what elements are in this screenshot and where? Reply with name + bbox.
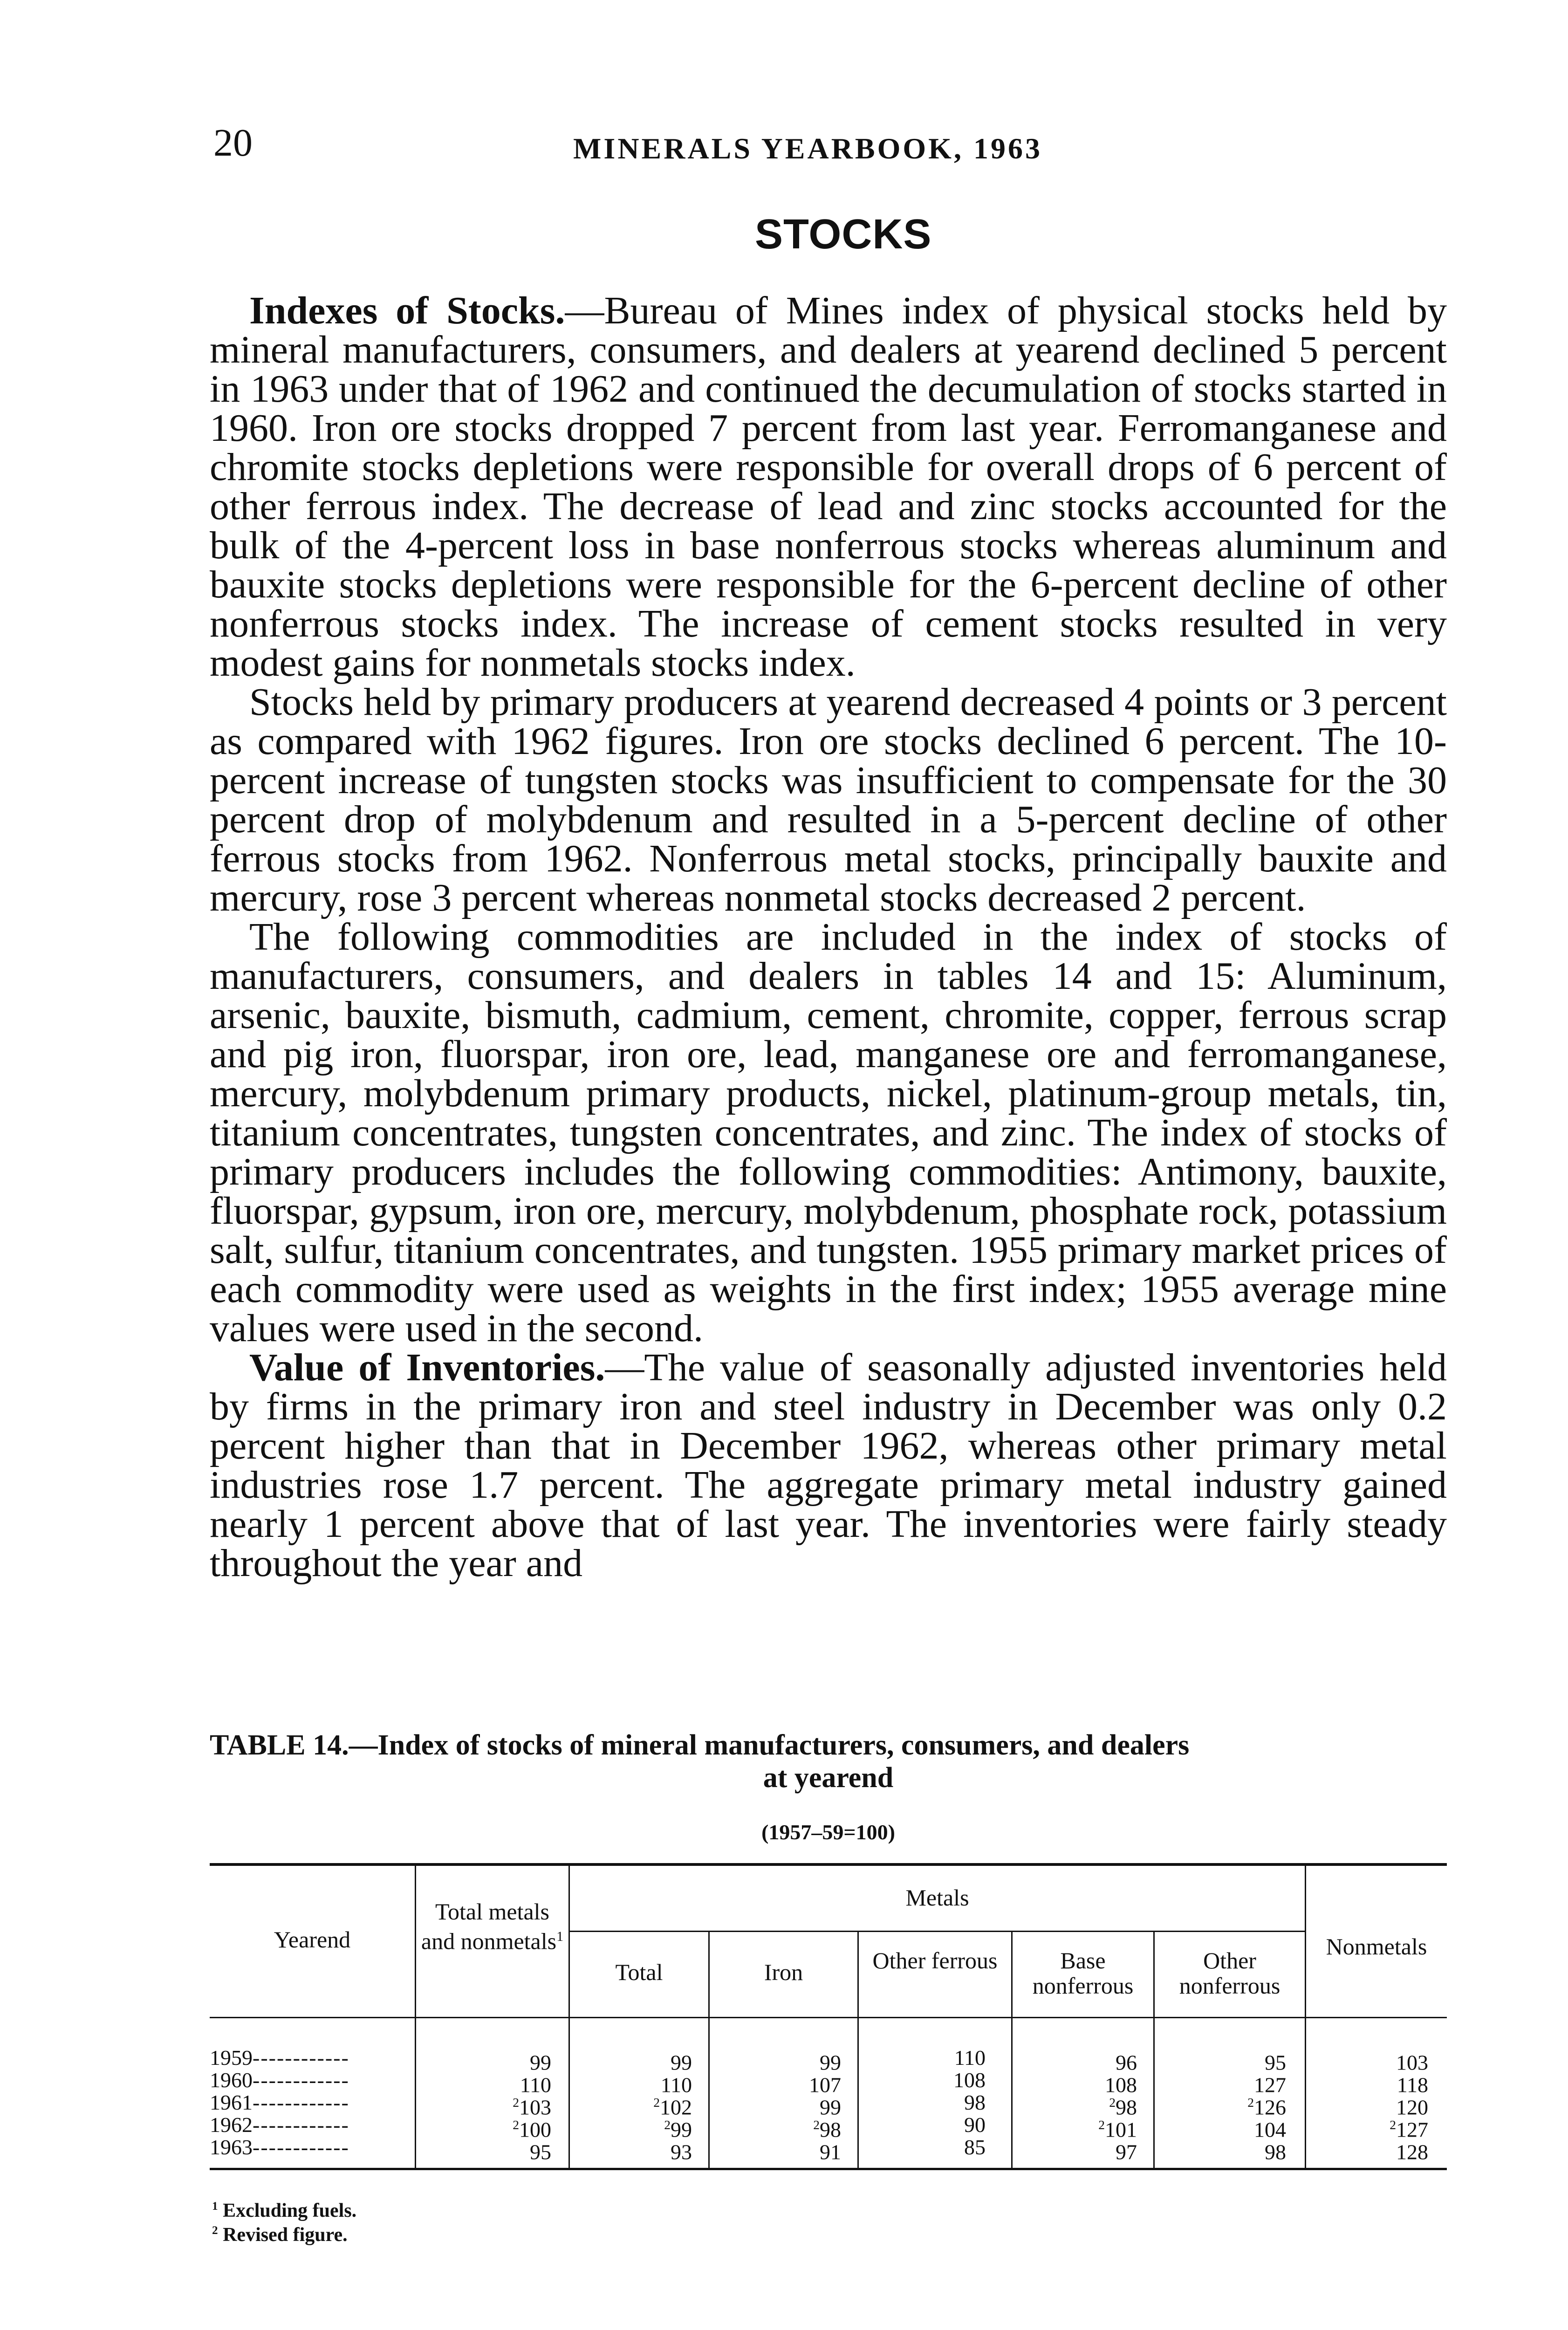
cell-nonmetals: 103 bbox=[1396, 2050, 1428, 2075]
cell-base-nonferrous: $^2$98 bbox=[1109, 2095, 1137, 2119]
paragraph-primary-producers bbox=[210, 680, 1447, 919]
footnote: $^2$ Revised figure. bbox=[212, 2224, 348, 2246]
paragraph-text: —Bureau of Mines index of physical stocks held by mineral manufacturers, consumers, and dealers at yearend declined 5 percent in 1963 under that of 1962 and continued the decumulation of stocks started in 1960. Iron ore stocks dropped 7 percent from last year. Ferromanganese and chromite stocks depletions were responsible for overall drops of 6 percent of other ferrous index. The decrease of lead and zinc stocks accounted for the bulk of the 4-percent loss in base nonferrous stocks whereas aluminum and bauxite stocks depletions were responsible for the 6-percent decline of other nonferrous stocks index. The increase of cement stocks resulted in very modest gains for nonmetals stocks index. bbox=[210, 289, 1447, 685]
cell-iron: $^2$98 bbox=[813, 2118, 841, 2142]
header-other-nonferrous: Other nonferrous bbox=[1179, 1947, 1280, 1999]
table-base-period: (1957–59=100) bbox=[761, 1820, 895, 1844]
cell-metals-total: $^2$102 bbox=[653, 2095, 692, 2119]
cell-total-metals-nonmetals: $^2$103 bbox=[513, 2095, 551, 2119]
cell-nonmetals: $^2$127 bbox=[1390, 2118, 1428, 2142]
section-title: STOCKS bbox=[755, 211, 932, 258]
header-other-ferrous: Other ferrous bbox=[872, 1947, 998, 1974]
cell-nonmetals: 118 bbox=[1397, 2073, 1428, 2097]
row-year: 1963------------ bbox=[210, 2135, 349, 2159]
header-metals: Metals bbox=[905, 1885, 969, 1911]
paragraph-commodities bbox=[210, 915, 1447, 1350]
cell-base-nonferrous: 108 bbox=[1105, 2073, 1137, 2097]
running-title: MINERALS YEARBOOK, 1963 bbox=[573, 132, 1042, 165]
run-in-heading: Value of Inventories. bbox=[249, 1346, 605, 1389]
run-in-heading: Indexes of Stocks. bbox=[249, 289, 565, 332]
header-iron: Iron bbox=[764, 1959, 803, 1985]
cell-metals-total: 93 bbox=[671, 2140, 692, 2164]
row-year: 1959------------ bbox=[210, 2046, 349, 2070]
header-metals-total: Total bbox=[615, 1959, 663, 1985]
cell-base-nonferrous: $^2$101 bbox=[1098, 2118, 1137, 2142]
cell-iron: 99 bbox=[820, 2050, 841, 2075]
cell-other-ferrous: 90 bbox=[964, 2113, 986, 2137]
cell-total-metals-nonmetals: 110 bbox=[520, 2073, 551, 2097]
table-rule-metals bbox=[568, 1931, 1305, 1932]
cell-other-ferrous: 110 bbox=[954, 2046, 986, 2070]
table-rule-top bbox=[210, 1863, 1447, 1866]
cell-other-nonferrous: 95 bbox=[1265, 2050, 1286, 2075]
cell-nonmetals: 128 bbox=[1396, 2140, 1428, 2164]
cell-nonmetals: 120 bbox=[1396, 2095, 1428, 2119]
cell-other-ferrous: 98 bbox=[964, 2090, 986, 2114]
page-number: 20 bbox=[213, 121, 253, 164]
table-rule-bottom bbox=[210, 2168, 1447, 2170]
table-rule-header bbox=[210, 2017, 1447, 2018]
cell-total-metals-nonmetals: $^2$100 bbox=[513, 2118, 551, 2142]
cell-metals-total: 99 bbox=[671, 2050, 692, 2075]
table-caption: TABLE 14.—Index of stocks of mineral manufacturers, consumers, and dealers at yearend bbox=[210, 1729, 1190, 1794]
header-yearend: Yearend bbox=[274, 1926, 351, 1953]
cell-base-nonferrous: 96 bbox=[1116, 2050, 1137, 2075]
body-text bbox=[210, 291, 1447, 1583]
paragraph-inventories bbox=[210, 1348, 1447, 1583]
header-base-nonferrous: Base nonferrous bbox=[1032, 1947, 1134, 1999]
cell-other-ferrous: 108 bbox=[953, 2068, 986, 2092]
paragraph-text: Stocks held by primary producers at yearend decreased 4 points or 3 percent as compared with 1962 figures. Iron ore stocks declined 6 percent. The 10-percent increase of tungsten stocks was insufficient to compensate for the 30 percent drop of molybdenum and resulted in a 5-percent decline of other ferrous stocks from 1962. Nonferrous metal stocks, principally bauxite and mercury, rose 3 percent whereas nonmetal stocks decreased 2 percent. bbox=[210, 680, 1447, 919]
cell-total-metals-nonmetals: 95 bbox=[530, 2140, 551, 2164]
cell-metals-total: 110 bbox=[660, 2073, 692, 2097]
row-year: 1960------------ bbox=[210, 2068, 349, 2092]
cell-base-nonferrous: 97 bbox=[1116, 2140, 1137, 2164]
cell-iron: 107 bbox=[809, 2073, 841, 2097]
cell-other-nonferrous: $^2$126 bbox=[1247, 2095, 1286, 2119]
row-year: 1962------------ bbox=[210, 2113, 349, 2137]
cell-metals-total: $^2$99 bbox=[664, 2118, 692, 2142]
header-nonmetals: Nonmetals bbox=[1326, 1933, 1427, 1960]
row-year: 1961------------ bbox=[210, 2090, 349, 2114]
header-total-metals-nonmetals: Total metals and nonmetals$^1$ bbox=[421, 1898, 564, 1954]
cell-iron: 91 bbox=[820, 2140, 841, 2164]
cell-other-nonferrous: 104 bbox=[1254, 2118, 1286, 2142]
footnote: $^1$ Excluding fuels. bbox=[212, 2200, 357, 2221]
cell-total-metals-nonmetals: 99 bbox=[530, 2050, 551, 2075]
cell-iron: 99 bbox=[820, 2095, 841, 2119]
paragraph-indexes bbox=[210, 291, 1447, 683]
cell-other-ferrous: 85 bbox=[964, 2135, 986, 2159]
cell-other-nonferrous: 127 bbox=[1254, 2073, 1286, 2097]
cell-other-nonferrous: 98 bbox=[1265, 2140, 1286, 2164]
paragraph-text: —The value of seasonally adjusted inventories held by firms in the primary iron and steel industry in December was only 0.2 percent higher than that in December 1962, whereas other primary metal industries rose 1.7 percent. The aggregate primary metal industry gained nearly 1 percent above that of last year. The inventories were fairly steady throughout the year and bbox=[210, 1346, 1447, 1585]
paragraph-text: The following commodities are included in the index of stocks of manufacturers, consumers, and dealers in tables 14 and 15: Aluminum, arsenic, bauxite, bismuth, cadmium, cement, chromite, copper, ferrous scrap and pig iron, fluorspar, iron ore, lead, manganese ore and ferromanganese, mercury, molybdenum primary products, nickel, platinum-group metals, tin, titanium concentrates, tungsten concentrates, and zinc. The index of stocks of primary producers includes the following commodities: Antimony, bauxite, fluorspar, gypsum, iron ore, mercury, molybdenum, phosphate rock, potassium salt, sulfur, titanium concentrates, and tungsten. 1955 primary market prices of each commodity were used as weights in the first index; 1955 average mine values were used in the second. bbox=[210, 915, 1447, 1350]
